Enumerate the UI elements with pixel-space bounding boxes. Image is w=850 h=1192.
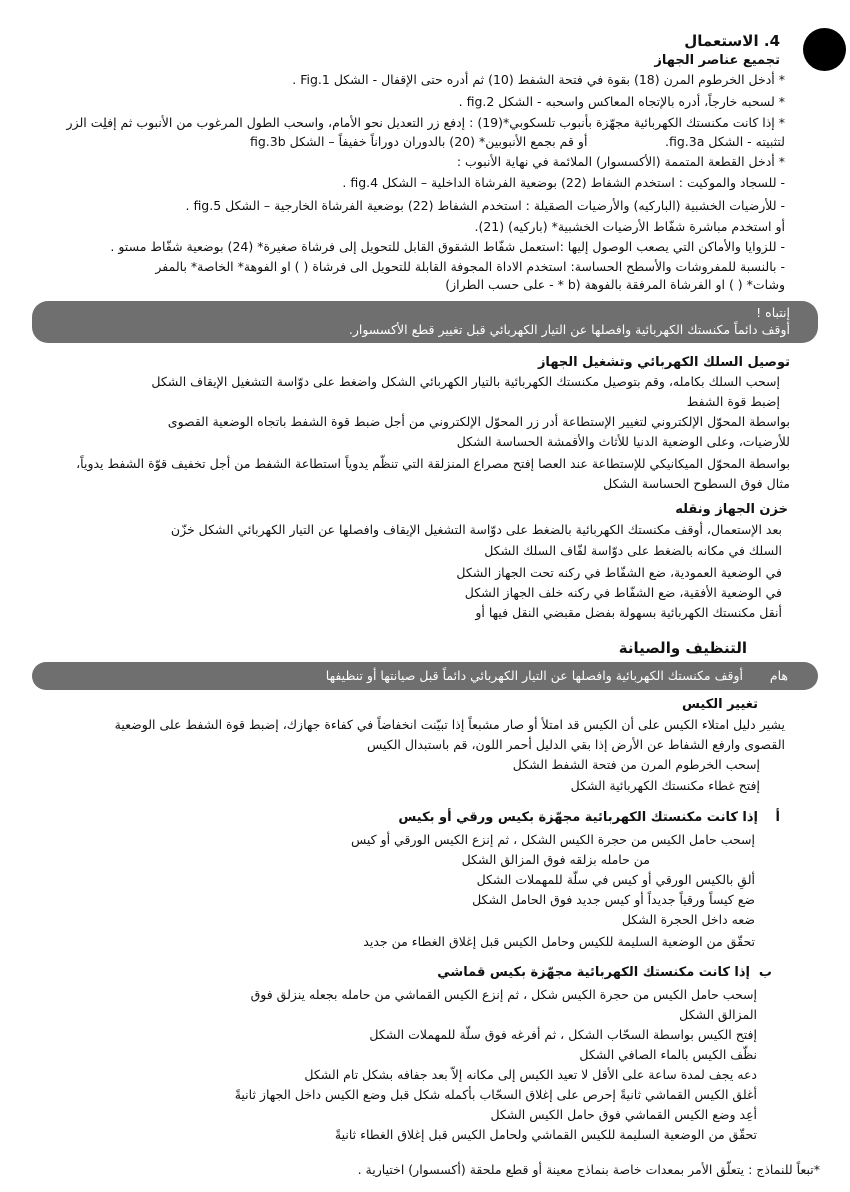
assembly-line: - للزوايا والأماكن التي يصعب الوصول إليها :استعمل شفّاط الشقوق القابل للتحويل إلى فرشاة صغيرة* (24) بوضعية شفّاط مستو . — [110, 239, 785, 254]
cloth-bag-line: أغلق الكيس القماشي ثانيةً إحرص على إغلاق السحّاب بأكمله شكل قبل وضع الكيس داخل الجهاز ثانيةً — [234, 1087, 757, 1102]
cloth-bag-line: المزالق الشكل — [679, 1007, 757, 1022]
assembly-line: * لسحبه خارجاً، أدره بالإتجاه المعاكس واسحبه - الشكل fig.2 . — [458, 94, 785, 109]
paper-bag-line: ضع كيساً ورقياً جديداً أو كيس جديد فوق الحامل الشكل — [472, 892, 755, 907]
storage-line: في الوضعية العمودية، ضع الشفّاط في ركنه تحت الجهاز الشكل — [456, 565, 782, 580]
cloth-bag-heading: إذا كانت مكنستك الكهربائية مجهّزة بكيس قماشي — [437, 965, 750, 980]
power-heading: توصيل السلك الكهربائي وتشغيل الجهاز — [537, 355, 790, 370]
bag-line: إسحب الخرطوم المرن من فتحة الشفط الشكل — [512, 757, 760, 772]
storage-heading: خزن الجهاز ونقله — [675, 502, 788, 517]
storage-line: أنقل مكنستك الكهربائية بسهولة بفضل مقبضي النقل فيها أو — [475, 605, 782, 620]
important-label: هام — [769, 668, 788, 683]
paper-bag-line: من حامله بزلقه فوق المزالق الشكل — [461, 852, 650, 867]
bag-heading: تغيير الكيس — [681, 697, 758, 712]
warning-banner — [32, 301, 818, 343]
assembly-line: أو قم بجمع الأنبوبين* (20) بالدوران دوراناً خفيفاً – الشكل fig.3b — [250, 134, 588, 149]
cloth-bag-marker: ب — [758, 965, 772, 980]
storage-line: السلك في مكانه بالضغط على دوّاسة لفّاف السلك الشكل — [484, 543, 782, 558]
cloth-bag-line: تحقّق من الوضعية السليمة للكيس القماشي ولحامل الكيس قبل إغلاق الغطاء ثانيةً — [334, 1127, 757, 1142]
cloth-bag-line: إفتح الكيس بواسطة السحّاب الشكل ، ثم أفرغه فوق سلّة للمهملات الشكل — [369, 1027, 757, 1042]
power-line: إسحب السلك بكامله، وقم بتوصيل مكنستك الكهربائية بالتيار الكهربائي الشكل واضغط على دوّاسة التشغيل الإيقاف الشكل — [151, 374, 780, 389]
warning-text: أوقف دائماً مكنستك الكهربائية وافصلها عن التيار الكهربائي قبل تغيير قطع الأكسسوار. — [348, 322, 790, 337]
assembly-line: * أدخل الخرطوم المرن (18) بقوة في فتحة الشفط (10) ثم أدره حتى الإقفال - الشكل Fig.1 . — [292, 72, 785, 87]
paper-bag-line: إسحب حامل الكيس من حجرة الكيس الشكل ، ثم إنزع الكيس الورقي أو كيس — [350, 832, 755, 847]
cleaning-heading: التنظيف والصيانة — [618, 639, 747, 657]
assembly-line: - للسجاد والموكيت : استخدم الشفاط (22) بوضعية الفرشاة الداخلية – الشكل fig.4 . — [342, 175, 785, 190]
power-line: إضبط قوة الشفط — [686, 394, 780, 409]
cloth-bag-line: أعِد وضع الكيس القماشي فوق حامل الكيس الشكل — [490, 1107, 757, 1122]
assembly-line: لتثبيته - الشكل fig.3a. — [665, 134, 785, 149]
assembly-line: - بالنسبة للمفروشات والأسطح الحساسة: استخدم الاداة المجوفة القابلة للتحويل الى فرشاة ( ) او الفوهة* الخاصة* بالمفر — [155, 259, 785, 274]
warning-label: إنتباه ! — [756, 305, 790, 320]
section-number: 4. — [763, 32, 780, 50]
paper-bag-line: ضعه داخل الحجرة الشكل — [621, 912, 755, 927]
assembly-heading: تجميع عناصر الجهاز — [654, 53, 780, 68]
power-line: مثال فوق السطوح الحساسة الشكل — [603, 476, 790, 491]
bag-line: القصوى وارفع الشفاط عن الأرض إذا بقي الدليل أحمر اللون، قم باستبدال الكيس — [366, 737, 785, 752]
footnote: *تبعاً للنماذج : يتعلّق الأمر بمعدات خاصة بنماذج معينة أو قطع ملحقة (أكسسوار) اختيارية . — [357, 1162, 820, 1177]
power-line: بواسطة المحوّل الإلكتروني لتغيير الإستطاعة أدر زر المحوّل الإلكتروني من أجل ضبط قوة الشفط باتجاه الوضعية القصوى — [167, 414, 790, 429]
assembly-line: * إذا كانت مكنستك الكهربائية مجهّزة بأنبوب تلسكوبي*(19) : إدفع زر التعديل نحو الأمام، واسحب الطول المرغوب من الأنبوب ثم إفلِت الزر — [66, 115, 785, 130]
storage-line: بعد الإستعمال، أوقف مكنستك الكهربائية بالضغط على دوّاسة التشغيل الإيقاف وافصلها عن التيار الكهربائي الشكل خزّن — [170, 522, 782, 537]
paper-bag-line: تحقّق من الوضعية السليمة للكيس وحامل الكيس قبل إغلاق الغطاء من جديد — [363, 934, 755, 949]
section-title — [620, 33, 780, 49]
bag-line: إفتح غطاء مكنستك الكهربائية الشكل — [570, 778, 760, 793]
assembly-line: أو استخدم مباشرة شفّاط الأرضيات الخشبية* (باركيه) (21). — [474, 219, 785, 234]
important-banner — [32, 662, 818, 690]
cloth-bag-line: نظّف الكيس بالماء الصافي الشكل — [579, 1047, 757, 1062]
cloth-bag-line: دعه يجف لمدة ساعة على الأقل لا تعيد الكيس إلى مكانه إلاّ بعد جفافه بشكل تام الشكل — [304, 1067, 757, 1082]
cloth-bag-line: إسحب حامل الكيس من حجرة الكيس شكل ، ثم إنزع الكيس القماشي من حامله بجعله ينزلق فوق — [250, 987, 757, 1002]
power-line: بواسطة المحوّل الميكانيكي للإستطاعة عند العصا إفتح مصراع المنزلقة التي تنظّم يدوياً استطاعة الشفط من أجل تخفيف قوّة الشفط يدوياً، — [76, 456, 790, 471]
paper-bag-heading: إذا كانت مكنستك الكهربائية مجهّزة بكيس ورقي أو بكيس — [398, 810, 758, 825]
paper-bag-line: ألقِ بالكيس الورقي أو كيس في سلّة للمهملات الشكل — [476, 872, 755, 887]
assembly-line: وشات* ( ) او الفرشاة المرفقة بالفوهة (b * - على حسب الطراز) — [445, 277, 785, 292]
important-text: أوقف مكنستك الكهربائية وافصلها عن التيار الكهربائي دائماً قبل صيانتها أو تنظيفها — [325, 668, 743, 683]
page-marker-dot — [803, 28, 846, 71]
power-line: للأرضيات، وعلى الوضعية الدنيا للأثاث والأقمشة الحساسة الشكل — [456, 434, 790, 449]
storage-line: في الوضعية الأفقية، ضع الشفّاط في ركنه خلف الجهاز الشكل — [464, 585, 782, 600]
bag-line: يشير دليل امتلاء الكيس على أن الكيس قد امتلأ أو صار مشبعاً إذا تبيّنت انخفاضاً في كفاءة جهازك، إضبط قوة الشفط على الوضعية — [114, 717, 785, 732]
paper-bag-marker: أ — [775, 810, 780, 825]
section-title-text: الاستعمال — [684, 32, 759, 50]
assembly-line: - للأرضيات الخشبية (الباركيه) والأرضيات الصقيلة : استخدم الشفاط (22) بوضعية الفرشاة الخارجية – الشكل fig.5 . — [185, 198, 785, 213]
assembly-line: * أدخل القطعة المتممة (الأكسسوار) الملائمة في نهاية الأنبوب : — [456, 154, 785, 169]
